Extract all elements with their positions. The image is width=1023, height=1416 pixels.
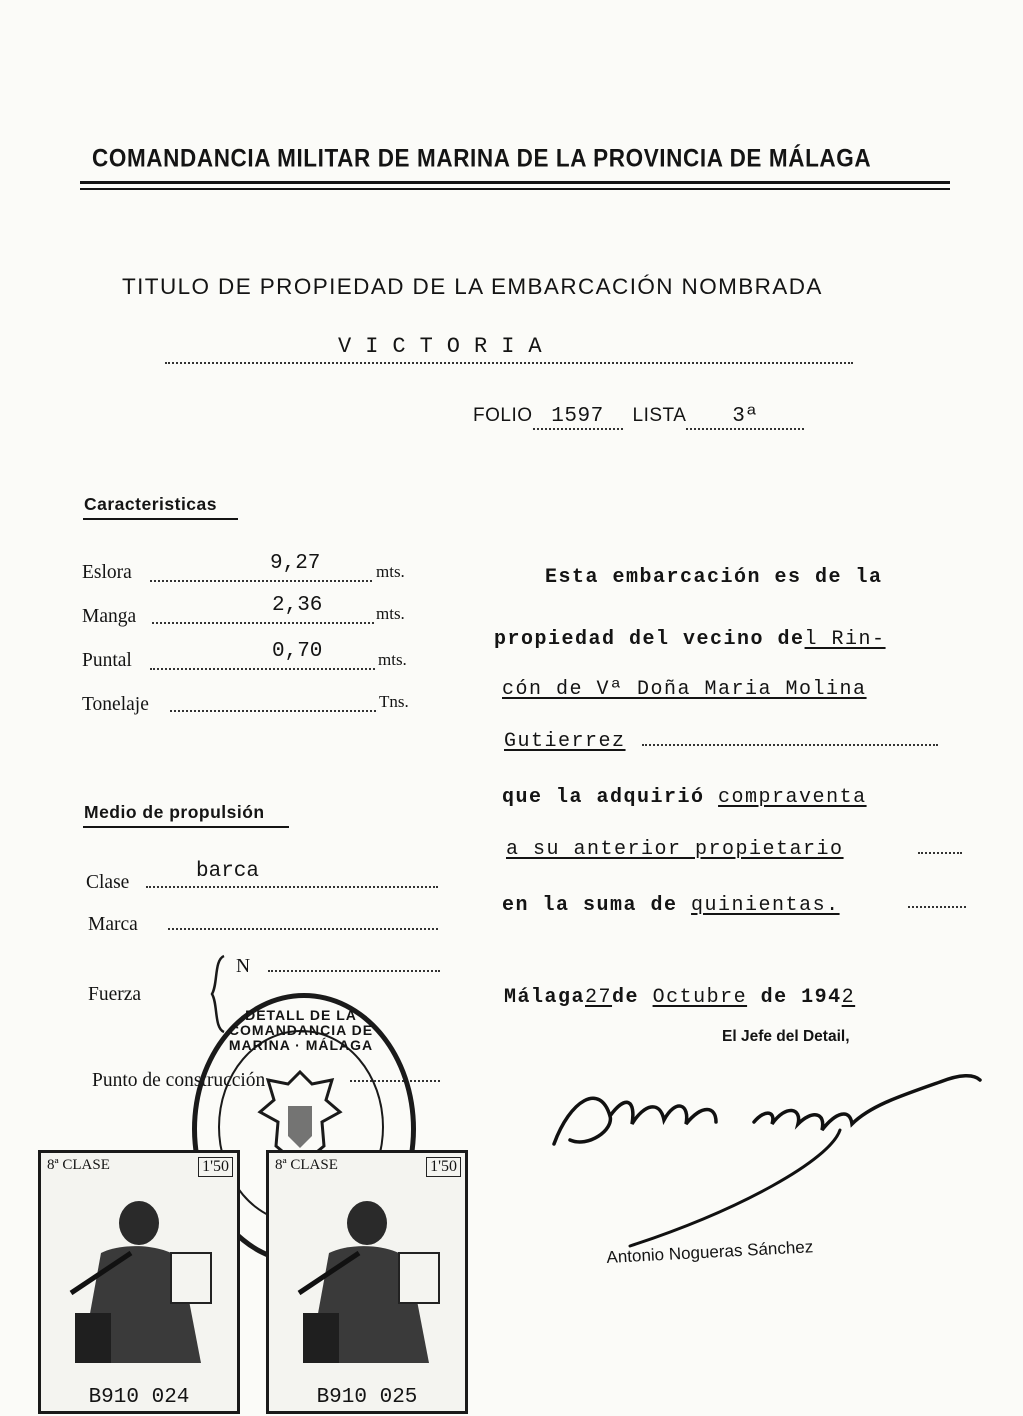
registry-line bbox=[473, 405, 804, 430]
punto-construccion-label: Punto de construcción bbox=[92, 1070, 266, 1091]
allegorical-figure-icon bbox=[51, 1183, 227, 1379]
ownership-line-4 bbox=[504, 730, 626, 753]
characteristics-heading: Caracteristicas bbox=[84, 494, 217, 514]
ownership-l5-prefix: que la adquirió bbox=[502, 786, 705, 809]
lista-value: 3ª bbox=[732, 405, 759, 428]
propulsion-heading-underline bbox=[83, 826, 289, 828]
fiscal-stamp-1 bbox=[38, 1150, 240, 1414]
date-month: Octubre bbox=[652, 986, 748, 1009]
ownership-line-7 bbox=[502, 894, 840, 917]
spec-unit-tonelaje: Tns. bbox=[379, 692, 409, 711]
vessel-name-line bbox=[165, 362, 853, 364]
signatory-role: El Jefe del Detail, bbox=[722, 1028, 850, 1045]
issuing-authority: COMANDANCIA MILITAR DE MARINA DE LA PROVINCIA DE MÁLAGA bbox=[92, 144, 872, 172]
ownership-line-6 bbox=[506, 838, 844, 861]
fuerza-n-label: N bbox=[236, 956, 251, 977]
spec-unit-manga: mts. bbox=[376, 604, 405, 623]
spec-line-tonelaje bbox=[170, 710, 376, 712]
ownership-l3-value: cón de Vª Doña Maria Molina bbox=[502, 678, 867, 701]
date-year-prefix: 194 bbox=[801, 986, 842, 1009]
ownership-line-6-dots bbox=[918, 852, 962, 854]
fiscal-stamp-2 bbox=[266, 1150, 468, 1414]
marca-line bbox=[168, 928, 438, 930]
propulsion-heading: Medio de propulsión bbox=[84, 802, 265, 822]
date-de-1: de bbox=[612, 986, 640, 1009]
ownership-line-5 bbox=[502, 786, 867, 809]
ownership-l2-prefix: propiedad del vecino de bbox=[494, 628, 805, 651]
folio-label: FOLIO bbox=[473, 405, 533, 426]
characteristics-heading-underline bbox=[83, 518, 238, 520]
ownership-line-3 bbox=[502, 678, 867, 701]
marca-label: Marca bbox=[88, 914, 138, 935]
header-rule-thin bbox=[80, 188, 950, 190]
clase-value: barca bbox=[196, 860, 260, 883]
ownership-l4-value: Gutierrez bbox=[504, 730, 626, 753]
spec-value-puntal: 0,70 bbox=[272, 640, 323, 663]
spec-line-puntal bbox=[150, 668, 375, 670]
fiscal-stamp-2-class: 8ª CLASE bbox=[275, 1157, 338, 1173]
fuerza-label: Fuerza bbox=[88, 984, 142, 1005]
spec-value-eslora: 9,27 bbox=[270, 552, 321, 575]
spec-label-manga: Manga bbox=[82, 606, 137, 627]
clase-label: Clase bbox=[86, 872, 130, 893]
date-de-2: de bbox=[760, 986, 788, 1009]
ownership-l7-prefix: en la suma de bbox=[502, 894, 678, 917]
ownership-l2-value: l Rin- bbox=[804, 628, 886, 651]
ownership-l6-value: a su anterior propietario bbox=[506, 838, 844, 861]
spec-unit-puntal: mts. bbox=[378, 650, 407, 669]
ownership-line-2 bbox=[494, 628, 886, 651]
allegorical-figure-icon bbox=[279, 1183, 455, 1379]
seal-text: DETALL DE LA COMANDANCIA DE MARINA · MÁLAGA bbox=[228, 1007, 374, 1053]
fuerza-n-line bbox=[268, 970, 440, 972]
clase-line bbox=[146, 886, 438, 888]
date-day: 27 bbox=[585, 986, 613, 1009]
fiscal-stamp-1-price: 1'50 bbox=[198, 1157, 233, 1177]
date-place: Málaga bbox=[504, 986, 586, 1009]
ownership-line-7-dots bbox=[908, 906, 966, 908]
ownership-line-1: Esta embarcación es de la bbox=[545, 566, 883, 589]
handwritten-signature bbox=[540, 1060, 990, 1260]
spec-unit-eslora: mts. bbox=[376, 562, 405, 581]
date-year-suffix: 2 bbox=[841, 986, 856, 1009]
vessel-name: VICTORIA bbox=[338, 334, 556, 359]
fiscal-stamp-1-number: B910 024 bbox=[88, 1386, 190, 1409]
signatory-name: Antonio Nogueras Sánchez bbox=[606, 1237, 814, 1267]
date-line bbox=[504, 986, 855, 1009]
header-rule-thick bbox=[80, 181, 950, 184]
fiscal-stamp-2-price: 1'50 bbox=[426, 1157, 461, 1177]
ownership-l7-value: quinientas. bbox=[691, 894, 840, 917]
spec-value-manga: 2,36 bbox=[272, 594, 323, 617]
spec-line-eslora bbox=[150, 580, 372, 582]
lista-label: LISTA bbox=[632, 405, 687, 426]
ownership-line-4-dots bbox=[642, 744, 938, 746]
spec-label-tonelaje: Tonelaje bbox=[82, 694, 149, 715]
spec-line-manga bbox=[152, 622, 374, 624]
fiscal-stamp-2-number: B910 025 bbox=[316, 1386, 418, 1409]
spec-label-puntal: Puntal bbox=[82, 650, 132, 671]
folio-value: 1597 bbox=[551, 405, 604, 428]
fiscal-stamp-1-class: 8ª CLASE bbox=[47, 1157, 110, 1173]
ownership-l5-value: compraventa bbox=[718, 786, 867, 809]
spec-label-eslora: Eslora bbox=[82, 562, 132, 583]
document-title: TITULO DE PROPIEDAD DE LA EMBARCACIÓN NOMBRADA bbox=[122, 274, 823, 299]
